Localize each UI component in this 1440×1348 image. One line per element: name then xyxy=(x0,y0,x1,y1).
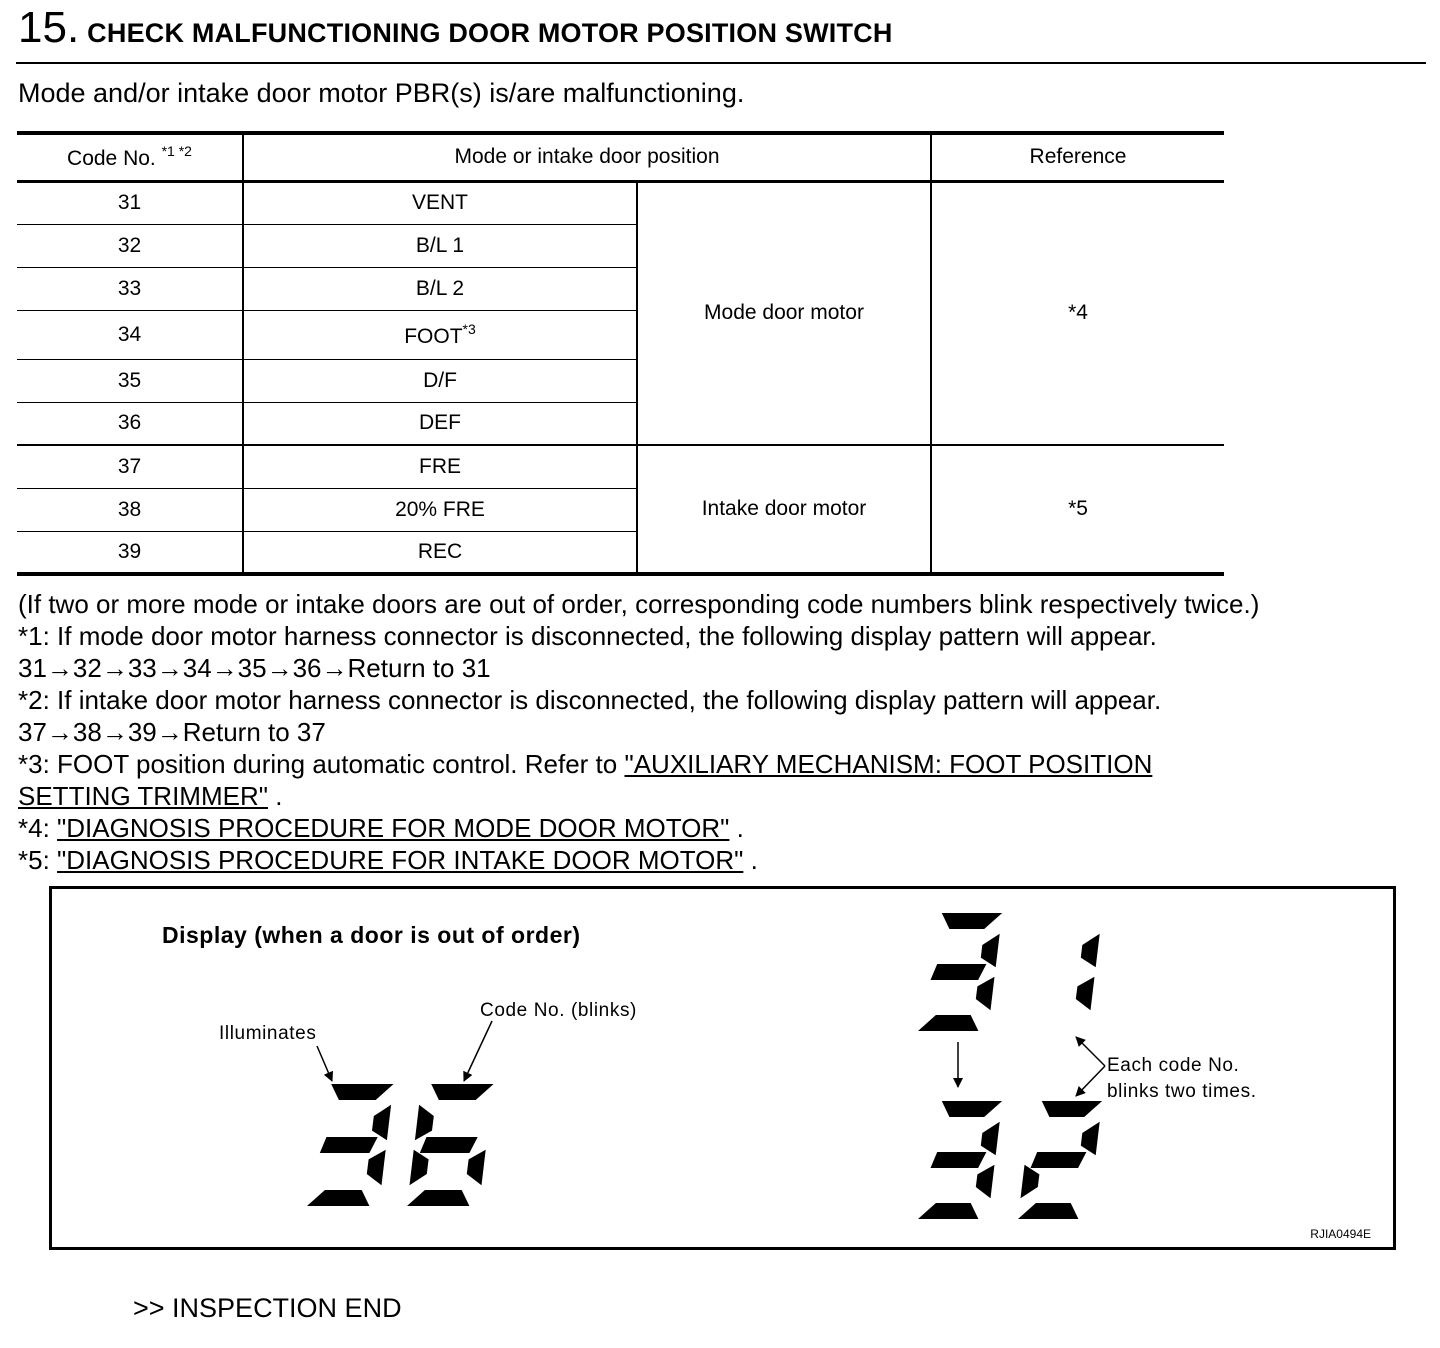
digit-segment xyxy=(415,1105,434,1140)
digit-segment xyxy=(420,1137,478,1153)
inspection-end: >> INSPECTION END xyxy=(133,1293,402,1323)
digit-segment xyxy=(467,1150,486,1185)
blink-leader-lower xyxy=(1076,1066,1105,1096)
illuminates-leader xyxy=(317,1046,332,1081)
sequence-display-digit xyxy=(1076,934,1100,1010)
figure-id: RJIA0494E xyxy=(1310,1227,1371,1241)
note-2: *2: If intake door motor harness connector is disconnected, the following display pattern will appear. xyxy=(18,685,1162,715)
sequence-display-digit xyxy=(918,913,1002,1031)
code-cell: 35 xyxy=(17,359,243,402)
blink-label-line1: Each code No. xyxy=(1107,1055,1240,1076)
note-1: *1: If mode door motor harness connector is disconnected, the following display pattern will appear. xyxy=(18,621,1157,651)
step-number: 15. xyxy=(18,3,80,52)
digit-segment xyxy=(1076,977,1095,1010)
intro-text: Mode and/or intake door motor PBR(s) is/are malfunctioning. xyxy=(18,78,745,108)
blink-label-line2: blinks two times. xyxy=(1107,1081,1257,1102)
digit-segment xyxy=(942,1101,1002,1117)
digit-segment xyxy=(931,964,987,980)
code-cell: 32 xyxy=(17,224,243,267)
position-cell: DEF xyxy=(243,402,637,445)
header-code: Code No. $^{*1 *2}$ xyxy=(17,133,243,181)
note-5: *5: "DIAGNOSIS PROCEDURE FOR INTAKE DOOR MOTOR" . xyxy=(18,845,758,875)
position-cell: B/L 2 xyxy=(243,267,637,310)
foot-position-trimmer-link-cont[interactable]: SETTING TRIMMER" xyxy=(18,781,268,811)
table-row xyxy=(17,181,1224,224)
foot-note-mark: *3 xyxy=(462,320,476,337)
position-cell: 20% FRE xyxy=(243,488,637,531)
digit-segment xyxy=(1081,934,1100,967)
digit-segment xyxy=(367,1150,386,1185)
digit-segment xyxy=(1031,1152,1087,1168)
step-header xyxy=(18,4,893,52)
digit-segment xyxy=(372,1105,391,1140)
code-cell: 31 xyxy=(17,181,243,224)
note-2-pattern: 37→38→39→Return to 37 xyxy=(18,717,326,747)
intake-reference-cell: *5 xyxy=(931,445,1224,574)
code-cell: 36 xyxy=(17,402,243,445)
position-cell: D/F xyxy=(243,359,637,402)
digit-segment xyxy=(410,1150,429,1185)
seven-segment-digits xyxy=(307,913,1102,1219)
digit-segment xyxy=(1081,1122,1100,1155)
digit-segment xyxy=(981,934,1000,967)
digit-segment xyxy=(320,1137,378,1153)
code-cell: 37 xyxy=(17,445,243,488)
position-cell: REC xyxy=(243,531,637,574)
step-title: CHECK MALFUNCTIONING DOOR MOTOR POSITION SWITCH xyxy=(87,18,893,48)
blink-leader-upper xyxy=(1076,1037,1105,1066)
code-cell: 39 xyxy=(17,531,243,574)
note-4: *4: "DIAGNOSIS PROCEDURE FOR MODE DOOR MOTOR" . xyxy=(18,813,744,843)
header-code-note: *1 *2 xyxy=(161,143,192,160)
display-figure xyxy=(49,886,1396,1250)
main-display-digit xyxy=(307,1084,394,1206)
notes xyxy=(18,588,1259,876)
sequence-display-digit xyxy=(918,1101,1002,1219)
digit-segment xyxy=(407,1190,469,1206)
illuminates-label: Illuminates xyxy=(219,1023,317,1044)
header-position: Mode or intake door position xyxy=(243,133,931,181)
mode-reference-cell: *4 xyxy=(931,181,1224,445)
foot-position-trimmer-link[interactable]: "AUXILIARY MECHANISM: FOOT POSITION xyxy=(624,749,1153,779)
digit-segment xyxy=(942,913,1002,929)
main-display-digit xyxy=(407,1084,494,1206)
sequence-display-digit xyxy=(1018,1101,1102,1219)
digit-segment xyxy=(307,1190,369,1206)
header-rule xyxy=(16,62,1426,64)
mode-door-motor-link[interactable]: "DIAGNOSIS PROCEDURE FOR MODE DOOR MOTOR" xyxy=(57,813,730,843)
digit-segment xyxy=(1018,1203,1078,1219)
digit-segment xyxy=(331,1084,393,1100)
code-blinks-label: Code No. (blinks) xyxy=(480,1000,637,1021)
table-row xyxy=(17,445,1224,488)
code-cell: 38 xyxy=(17,488,243,531)
code-cell: 33 xyxy=(17,267,243,310)
position-cell: FRE xyxy=(243,445,637,488)
digit-segment xyxy=(981,1122,1000,1155)
intake-door-motor-link[interactable]: "DIAGNOSIS PROCEDURE FOR INTAKE DOOR MOTOR" xyxy=(57,845,744,875)
digit-segment xyxy=(931,1152,987,1168)
code-blinks-leader xyxy=(464,1021,492,1081)
digit-segment xyxy=(918,1015,978,1031)
note-3: *3: FOOT position during automatic control. Refer to "AUXILIARY MECHANISM: FOOT POSITION xyxy=(18,749,1153,779)
position-cell: FOOT$^{*3}$ xyxy=(243,310,637,359)
code-table xyxy=(17,131,1224,576)
table-header-row xyxy=(17,133,1224,181)
digit-segment xyxy=(918,1203,978,1219)
note-3-cont: SETTING TRIMMER" . xyxy=(18,781,283,811)
header-reference: Reference xyxy=(931,133,1224,181)
digit-segment xyxy=(431,1084,493,1100)
note-1-pattern: 31→32→33→34→35→36→Return to 31 xyxy=(18,653,491,683)
intake-motor-cell: Intake door motor xyxy=(637,445,931,574)
code-cell: 34 xyxy=(17,310,243,359)
blink-note: (If two or more mode or intake doors are out of order, corresponding code numbers blink respectively twice.) xyxy=(18,589,1260,619)
position-cell: B/L 1 xyxy=(243,224,637,267)
digit-segment xyxy=(1042,1101,1102,1117)
digit-segment xyxy=(976,1165,995,1198)
digit-segment xyxy=(976,977,995,1010)
position-cell: VENT xyxy=(243,181,637,224)
digit-segment xyxy=(1021,1165,1040,1198)
figure-title: Display (when a door is out of order) xyxy=(162,922,581,948)
mode-motor-cell: Mode door motor xyxy=(637,181,931,445)
